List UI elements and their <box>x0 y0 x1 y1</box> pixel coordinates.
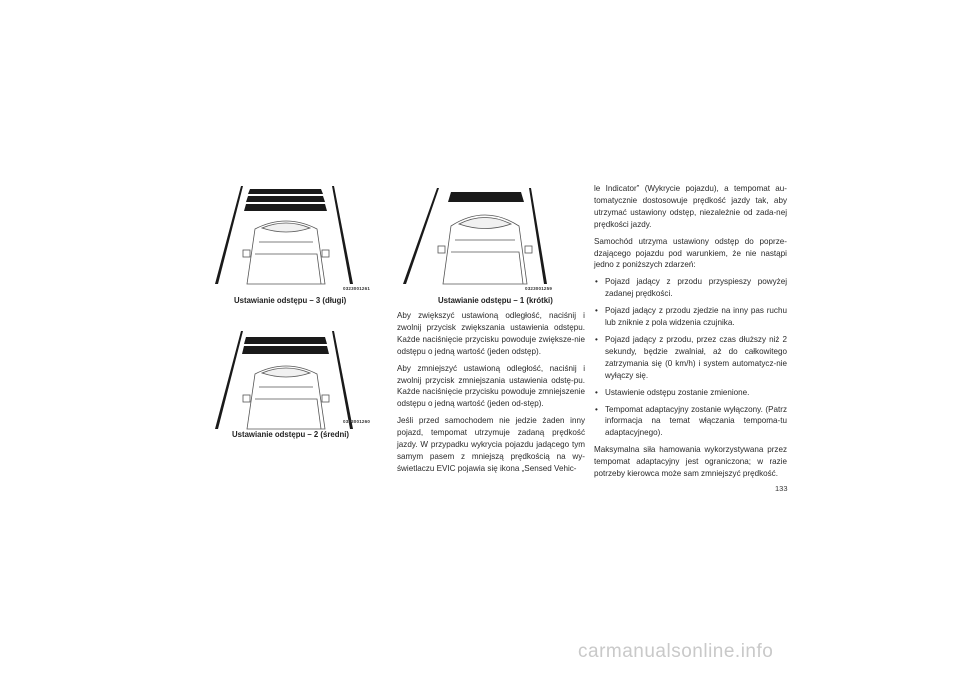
text-column-middle <box>397 310 585 480</box>
figure-caption: Ustawianie odstępu – 2 (średni) <box>232 430 349 439</box>
figure-gap-1 <box>397 184 553 291</box>
figure-code: 0323001261 <box>343 286 371 291</box>
paragraph: Jeśli przed samochodem nie jedzie żaden inny pojazd, tempomat utrzymuje zadaną prędkość jazdy. W przypadku wykrycia pojazdu jadącego tym samym pasem z mniejszą prędkością na wy-świetlaczu EVIC pojawia się ikona „Sensed Vehic- <box>397 416 585 473</box>
figure-code: 0323001259 <box>525 286 553 291</box>
paragraph: Samochód utrzyma ustawiony odstęp do poprze-dzającego pojazdu pod warunkiem, że nie nastąpi jedno z poniższych zdarzeń: <box>594 236 787 270</box>
figure-caption: Ustawianie odstępu – 1 (krótki) <box>438 296 553 305</box>
text-column-right <box>594 183 787 485</box>
list-item: • Tempomat adaptacyjny zostanie wyłączony. (Patrz informacja na temat włączania tempoma-tu adaptacyjnego). <box>594 404 787 440</box>
bullet-list <box>594 276 787 439</box>
watermark: carmanualsonline.info <box>578 641 774 662</box>
paragraph: Aby zmniejszyć ustawioną odległość, naciśnij i zwolnij przycisk zmniejszania ustawienia odstę-pu. Każde naciśnięcie przycisku powoduje zmniejszenie odstępu o jedną wartość (jeden od-stęp). <box>397 363 585 409</box>
paragraph: le Indicator” (Wykrycie pojazdu), a tempomat au-tomatycznie dostosowuje prędkość jazdy tak, aby utrzymać ustawiony odstęp, niezależnie od zada-nej prędkości jazdy. <box>594 184 787 229</box>
paragraph: Aby zwiększyć ustawioną odległość, naciśnij i zwolnij przycisk zwiększania ustawienia odstępu. Każde naciśnięcie przycisku powoduje zwiększe-nie odstępu o jedną wartość (jeden odstęp). <box>397 311 585 356</box>
figure-gap-2 <box>205 329 371 431</box>
page-number: 133 <box>775 484 788 493</box>
figure-caption: Ustawianie odstępu – 3 (długi) <box>234 296 347 305</box>
gap-1-illustration <box>397 184 549 286</box>
list-item: • Pojazd jadący z przodu zjedzie na inny pas ruchu lub zniknie z pola widzenia czujnika. <box>594 305 787 329</box>
figure-code: 0323001260 <box>343 419 371 424</box>
list-item: • Ustawienie odstępu zostanie zmienione. <box>594 387 787 399</box>
paragraph: Maksymalna siła hamowania wykorzystywana przez tempomat adaptacyjny jest ograniczona; w razie potrzeby kierowca może sam zmniejszyć prędkość. <box>594 445 787 479</box>
list-item: • Pojazd jadący z przodu, przez czas dłuższy niż 2 sekundy, będzie zwalniał, aż do całkowitego zatrzymania się (0 km/h) i system automatycz-nie wyłączy się. <box>594 334 787 382</box>
figure-gap-3 <box>205 184 371 291</box>
list-item: • Pojazd jadący z przodu przyspieszy powyżej zadanej prędkości. <box>594 276 787 300</box>
gap-2-illustration <box>205 329 355 431</box>
gap-3-illustration <box>205 184 355 286</box>
